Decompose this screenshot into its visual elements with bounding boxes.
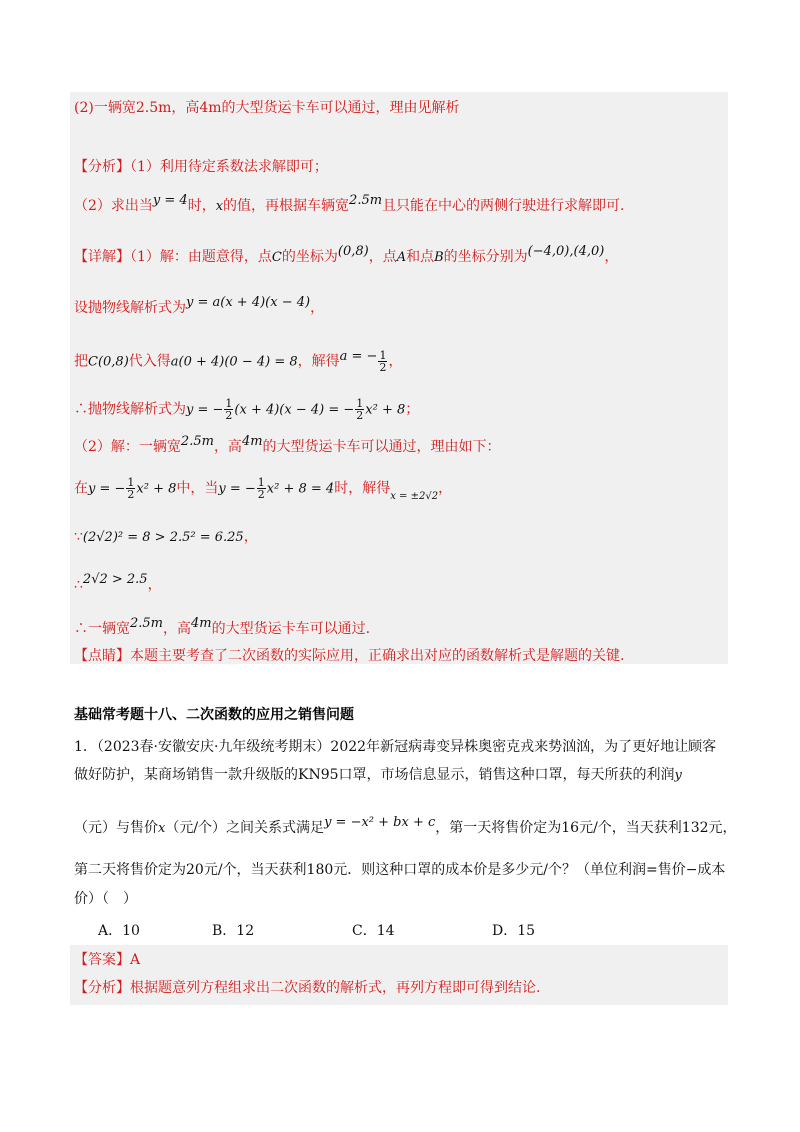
answer-line [74, 950, 140, 970]
question-text: 做好防护，某商场销售一款升级版的KN95口罩，市场信息显示，销售这种口罩，每天所获的利润 [74, 767, 675, 783]
fraction-one-half [224, 398, 233, 421]
detail-tag: 【详解】 [74, 249, 130, 265]
detail-text: ∴一辆宽 [74, 621, 130, 637]
math-equation-four: x² + 8 = 4 [266, 481, 335, 497]
math-quadratic: y = −x² + bx + c [324, 815, 436, 830]
math-parabola-expanded: x² + 8 [136, 481, 177, 497]
detail-text: ， [604, 249, 619, 265]
fraction-numerator: 1 [127, 476, 135, 489]
question-line-3 [74, 817, 737, 837]
fraction-denominator: 2 [356, 409, 364, 422]
option-c[interactable]: C．14 [352, 923, 395, 939]
option-d[interactable]: D．15 [492, 923, 536, 939]
math-parabola-factor: (x + 4)(x − 4) = − [234, 402, 355, 418]
detail-text: 把 [74, 353, 88, 370]
question-text: （元）与售价 [74, 820, 158, 836]
detail-text: ， [243, 529, 258, 545]
math-y: y [674, 768, 682, 783]
comment-text: 本题主要考查了二次函数的实际应用，正确求出对应的函数解析式是解题的关键. [130, 648, 625, 664]
detail-line-8 [74, 572, 162, 596]
math-x-solution: x = ±2√2 [390, 490, 439, 502]
detail-line-3 [74, 350, 402, 373]
detail-text: 中，当 [176, 480, 219, 497]
math-inequality: 2√2 > 2.5 [82, 572, 148, 587]
detail-text: 代入得 [128, 353, 171, 370]
detail-text: 时，解得 [334, 480, 391, 497]
math-parabola-y: y = − [218, 481, 256, 497]
fraction-numerator: 1 [356, 397, 364, 410]
point-c-label: C [271, 250, 282, 265]
math-parabola-y: y = − [186, 402, 224, 418]
detail-text: 的大型货运卡车可以通过，理由如下： [262, 439, 501, 455]
comment-line [74, 646, 624, 666]
fraction-denominator: 2 [257, 488, 265, 501]
analysis2-tag: 【分析】 [74, 980, 130, 996]
math-x: x [215, 199, 224, 214]
math-substitution: a(0 + 4)(0 − 4) = 8 [170, 354, 298, 370]
analysis-text: 的值，再根据车辆宽 [223, 198, 350, 214]
detail-text: （1）解：由题意得，点 [130, 249, 272, 265]
detail-text: ∴ [74, 577, 83, 593]
math-parabola-expanded: x² + 8 [365, 402, 406, 418]
detail-text: 的坐标为 [281, 249, 338, 265]
answer-part2: (2)一辆宽2.5m，高4m的大型货运卡车可以通过，理由见解析 [74, 100, 460, 116]
solution-block-top [70, 92, 728, 664]
detail-text: ，高 [163, 621, 192, 637]
math-coord-ab: (−4,0),(4,0) [527, 244, 605, 259]
detail-text: ，点 [368, 249, 397, 265]
fraction-one-half [355, 398, 364, 421]
detail-text: ， [147, 577, 162, 593]
detail-text: （2）解：一辆宽 [74, 439, 181, 455]
detail-line-7 [74, 527, 258, 548]
question-line-4: 第二天将售价定为20元/个，当天获利180元．则这种口罩的成本价是多少元/个？（单位利润=售价−成本 [74, 862, 726, 878]
analysis-line-1 [74, 157, 328, 177]
detail-text: 和点 [406, 249, 435, 265]
detail-line-4 [74, 398, 419, 421]
fraction-numerator: 1 [225, 397, 233, 410]
math-x: x [158, 821, 166, 836]
math-width: 2.5m [349, 193, 383, 208]
math-y-equals-4: y = 4 [152, 193, 188, 208]
analysis2-text: 根据题意列方程组求出二次函数的解析式，再列方程即可得到结论. [130, 980, 541, 996]
detail-line-2 [74, 295, 325, 319]
detail-line-9 [74, 616, 371, 640]
detail-text: ，解得 [297, 353, 340, 370]
detail-text: ，高 [213, 439, 242, 455]
detail-text: ， [310, 300, 325, 316]
question-line-5: 价）（ ） [74, 891, 137, 907]
detail-text: 的大型货运卡车可以通过. [211, 621, 371, 637]
detail-text: 在 [74, 480, 88, 497]
option-a[interactable]: A．10 [98, 923, 140, 939]
fraction-one-half [378, 350, 387, 373]
math-c-point: C(0,8) [88, 354, 129, 370]
detail-line-6 [74, 477, 452, 501]
analysis-text: 且只能在中心的两侧行驶进行求解即可. [382, 198, 625, 214]
detail-text: ； [405, 401, 420, 418]
detail-text: ∵ [74, 529, 83, 545]
math-width: 2.5m [130, 616, 164, 631]
analysis2-line [74, 978, 540, 998]
math-width: 2.5m [180, 434, 214, 449]
math-coord-c: (0,8) [337, 244, 369, 259]
math-comparison: (2√2)² = 8 > 2.5² = 6.25 [82, 530, 244, 545]
math-parabola-form: y = a(x + 4)(x − 4) [186, 295, 311, 310]
fraction-one-half [257, 477, 266, 500]
question-line-2 [74, 764, 682, 784]
math-height: 4m [191, 616, 212, 631]
math-height: 4m [241, 434, 263, 449]
fraction-denominator: 2 [127, 488, 135, 501]
detail-text: 设抛物线解析式为 [74, 300, 186, 316]
answer-tag: 【答案】 [74, 952, 130, 968]
question-line-1: 1．（2023春·安徽安庆·九年级统考期末）2022年新冠病毒变异株奥密克戎来势汹汹，为了更好地让顾客 [74, 739, 717, 755]
question-text: ，第一天将售价定为16元/个，当天获利132元， [435, 820, 737, 836]
detail-text: 的坐标分别为 [443, 249, 528, 265]
fraction-numerator: 1 [379, 349, 387, 362]
question-text: （元/个）之间关系式满足 [165, 820, 325, 836]
point-a-label: A [396, 250, 407, 265]
math-parabola-y: y = − [88, 481, 126, 497]
section-title: 基础常考题十八、二次函数的应用之销售问题 [74, 707, 354, 723]
analysis-text: 时， [187, 198, 216, 214]
detail-text: ∴抛物线解析式为 [74, 401, 186, 418]
option-b[interactable]: B．12 [212, 923, 255, 939]
comment-tag: 【点睛】 [74, 648, 130, 664]
point-b-label: B [434, 250, 444, 265]
fraction-numerator: 1 [257, 476, 265, 489]
analysis-text: （2）求出当 [74, 198, 153, 214]
fraction-denominator: 2 [225, 409, 233, 422]
detail-line-1 [74, 244, 619, 268]
math-a-value: a = − [339, 348, 378, 364]
detail-text: ， [388, 353, 403, 370]
fraction-one-half [126, 477, 135, 500]
analysis-line-2 [74, 193, 625, 217]
answer-value: A [130, 952, 141, 968]
analysis-tag: 【分析】 [74, 159, 130, 175]
analysis-text-1: （1）利用待定系数法求解即可； [130, 159, 328, 175]
detail-line-5 [74, 434, 501, 458]
fraction-denominator: 2 [379, 361, 387, 374]
detail-text: ， [438, 480, 453, 497]
